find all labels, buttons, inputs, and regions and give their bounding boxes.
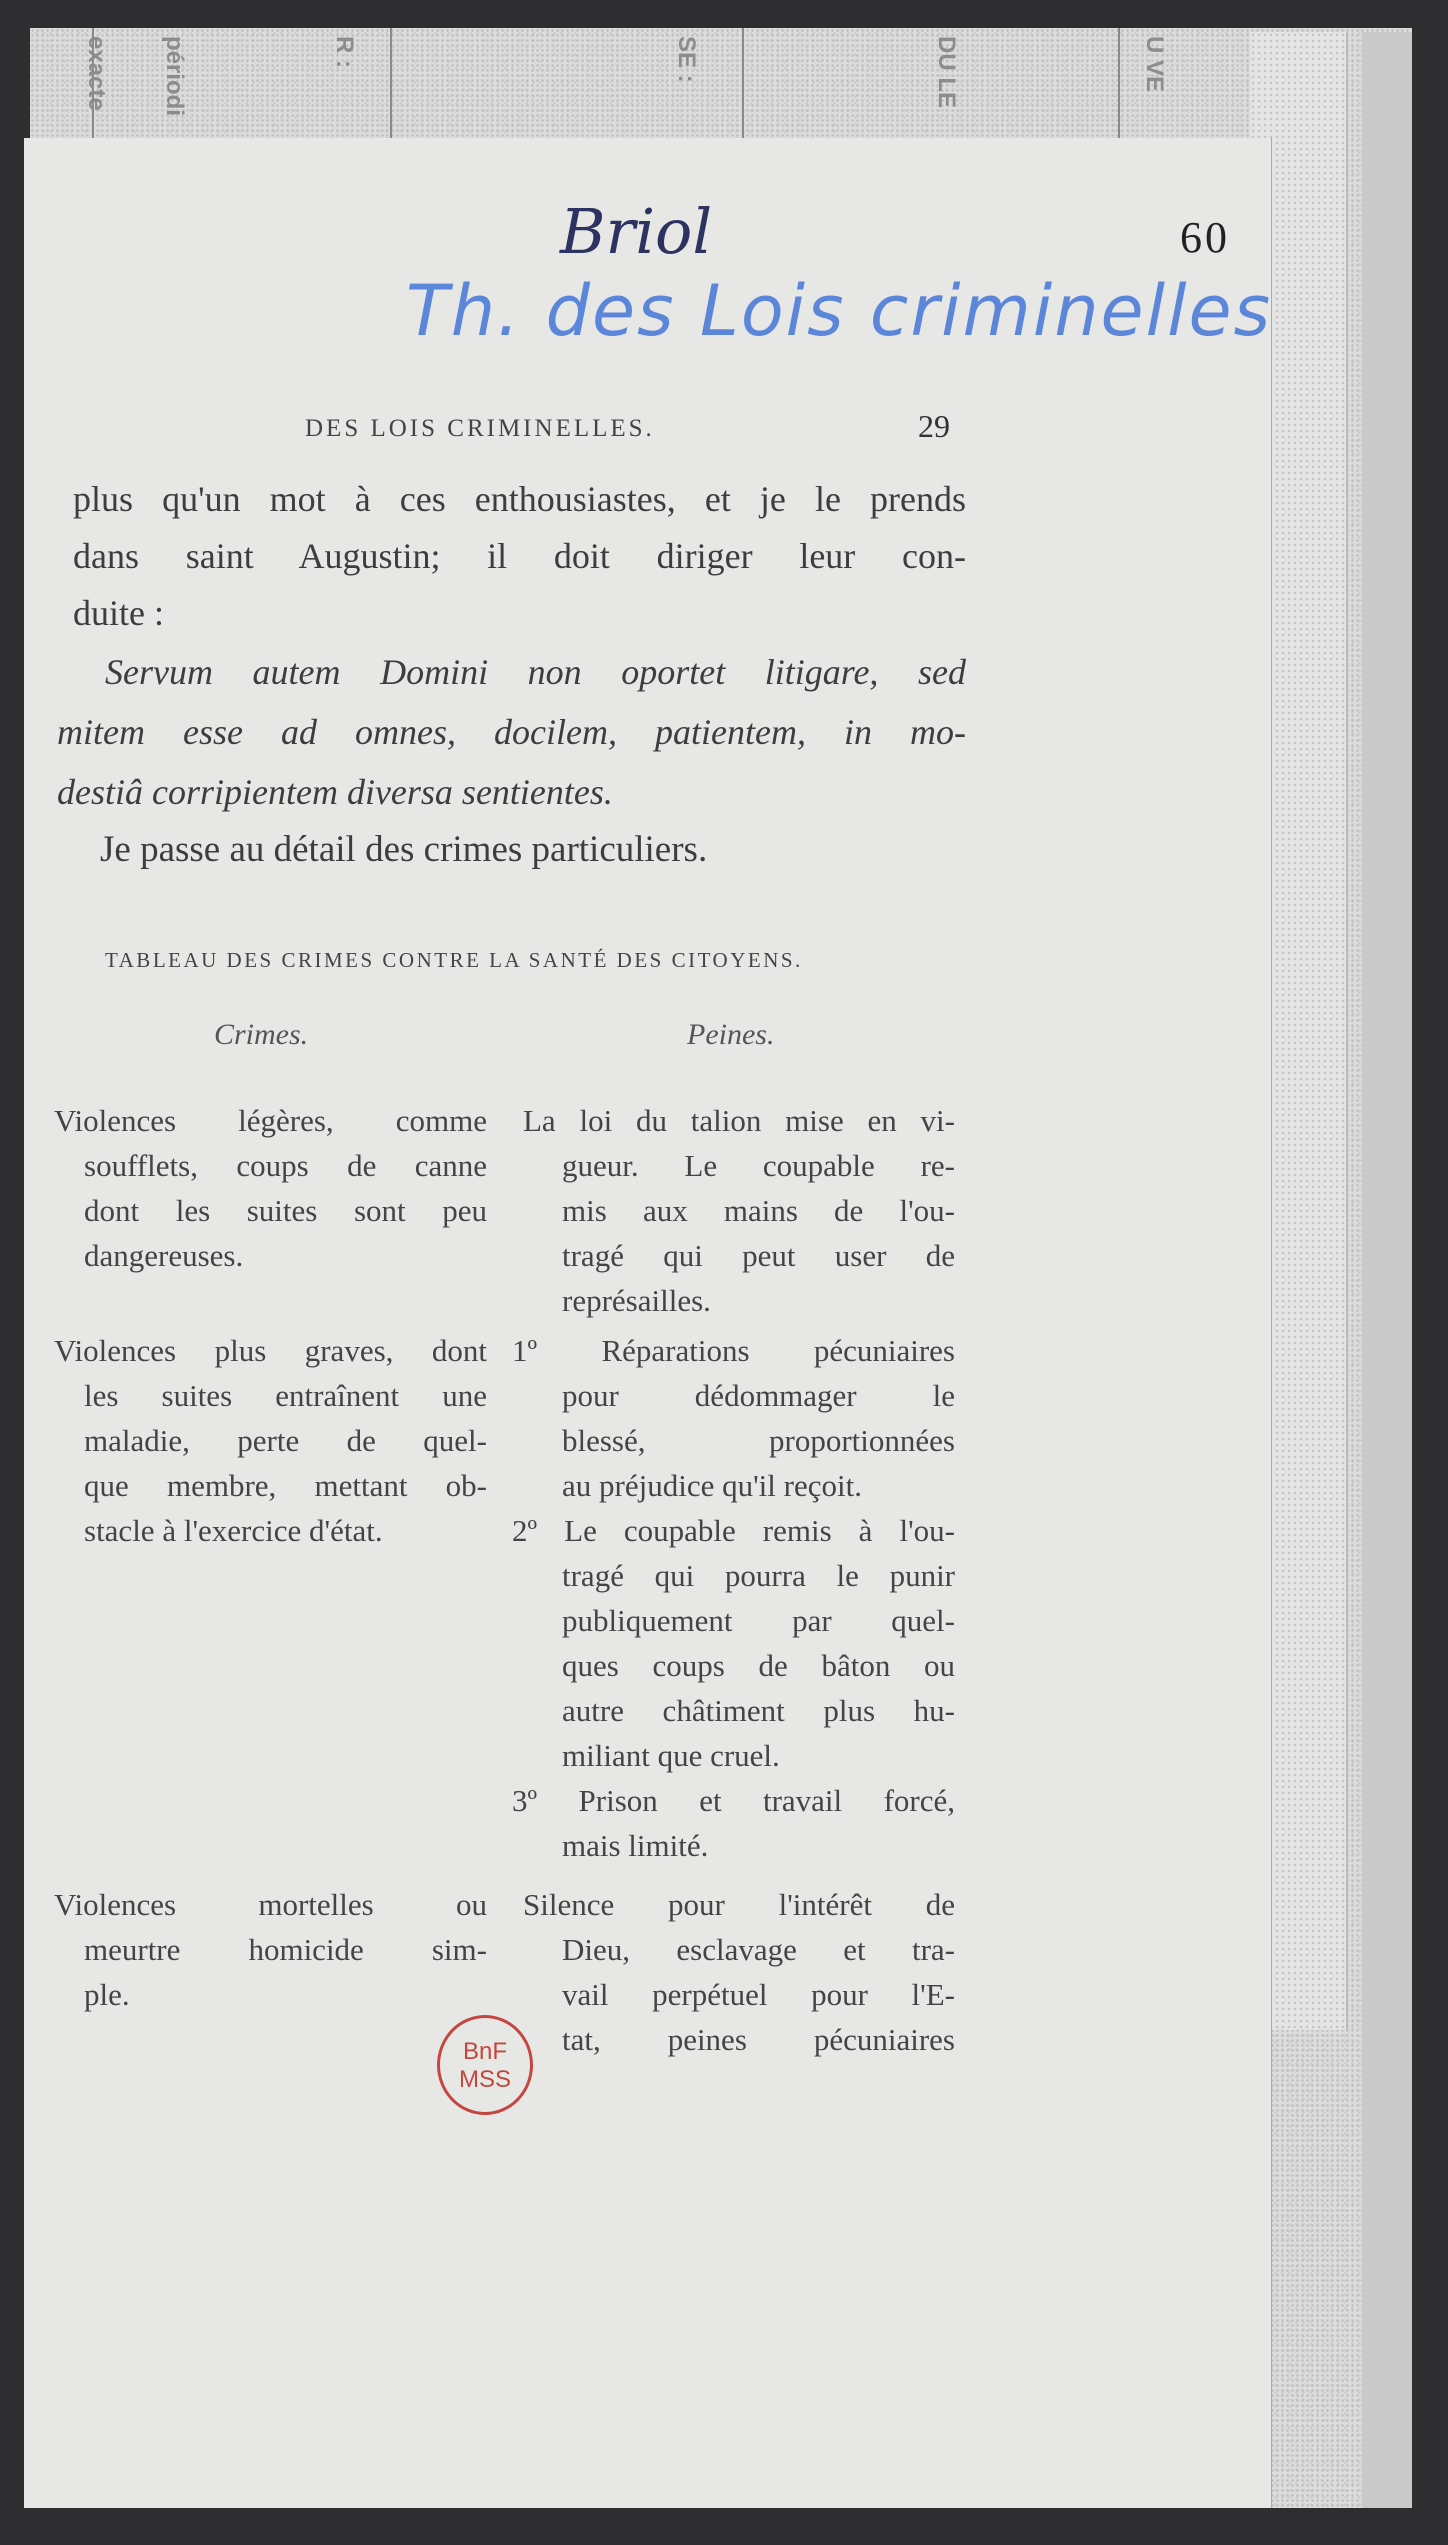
penalty-line: publiquement par quel- (562, 1603, 955, 1638)
penalty-line: blessé, proportionnées (562, 1423, 955, 1458)
crime-line: stacle à l'exercice d'état. (84, 1513, 383, 1548)
crime-line: ple. (84, 1977, 130, 2012)
penalty-line: tragé qui peut user de (562, 1238, 955, 1273)
crime-line: Violences mortelles ou (54, 1887, 487, 1922)
penalty-line: tat, peines pécuniaires (562, 2022, 955, 2057)
penalty-line: vail perpétuel pour l'E- (562, 1977, 955, 2012)
latin-line: mitem esse ad omnes, docilem, patientem, in mo- (57, 712, 966, 752)
form-label: périodi (161, 36, 188, 117)
penalty-line: 2º Le coupable remis à l'ou- (512, 1513, 955, 1548)
penalty-line: tragé qui pourra le punir (562, 1558, 955, 1593)
handwritten-title: Th. des Lois criminelles (406, 270, 1273, 352)
crime-line: meurtre homicide sim- (84, 1932, 487, 1967)
crime-line: soufflets, coups de canne (84, 1148, 487, 1183)
running-head: DES LOIS CRIMINELLES. (305, 415, 655, 442)
penalty-line: ques coups de bâton ou (562, 1648, 955, 1683)
penalty-line: 3º Prison et travail forcé, (512, 1783, 955, 1818)
transition-line: Je passe au détail des crimes particuliers. (100, 829, 708, 870)
handwritten-name: Briol (560, 195, 713, 268)
folio-number: 60 (1180, 213, 1230, 262)
form-label: R : (331, 36, 358, 68)
crime-line: les suites entraînent une (84, 1378, 487, 1413)
penalty-line: autre châtiment plus hu- (562, 1693, 955, 1728)
bnf-stamp (437, 2015, 533, 2115)
body-line: duite : (73, 593, 164, 633)
page-number: 29 (918, 408, 950, 444)
crime-line: dont les suites sont peu (84, 1193, 487, 1228)
penalty-line: Silence pour l'intérêt de (523, 1887, 955, 1922)
crime-line: Violences légères, comme (54, 1103, 487, 1138)
crime-line: maladie, perte de quel- (84, 1423, 487, 1458)
penalty-line: miliant que cruel. (562, 1738, 780, 1773)
column-header-peines: Peines. (687, 1018, 775, 1051)
divider (742, 28, 744, 138)
penalty-line: gueur. Le coupable re- (562, 1148, 955, 1183)
form-label: exacte (83, 36, 110, 111)
latin-line: destiâ corripientem diversa sentientes. (57, 772, 613, 812)
crime-line: Violences plus graves, dont (54, 1333, 487, 1368)
penalty-line: 1º Réparations pécuniaires (512, 1333, 955, 1368)
stamp-line: BnF (462, 2038, 507, 2065)
form-label: SE : (673, 36, 700, 83)
body-line: plus qu'un mot à ces enthousiastes, et je le prends (73, 479, 966, 519)
penalty-line: au préjudice qu'il reçoit. (562, 1468, 862, 1503)
penalty-line: représailles. (562, 1283, 711, 1318)
back-sheet-form-columns (30, 28, 1280, 138)
penalty-line: mis aux mains de l'ou- (562, 1193, 955, 1228)
penalty-line: pour dédommager le (562, 1378, 955, 1413)
crime-line: dangereuses. (84, 1238, 244, 1273)
table-title: TABLEAU DES CRIMES CONTRE LA SANTÉ DES CITOYENS. (105, 948, 803, 972)
penalty-line: La loi du talion mise en vi- (523, 1103, 955, 1138)
crime-line: que membre, mettant ob- (84, 1468, 487, 1503)
body-line: dans saint Augustin; il doit diriger leur con- (73, 536, 966, 576)
back-sheet-edge (1362, 32, 1412, 2508)
divider (1118, 28, 1120, 138)
latin-line: Servum autem Domini non oportet litigare, sed (105, 652, 966, 692)
penalty-line: mais limité. (562, 1828, 709, 1863)
column-header-crimes: Crimes. (214, 1018, 309, 1051)
stamp-line: MSS (458, 2066, 511, 2093)
form-label: DU LE (933, 36, 960, 108)
form-label: U VE (1141, 36, 1168, 93)
divider (390, 28, 392, 138)
penalty-line: Dieu, esclavage et tra- (562, 1932, 955, 1967)
